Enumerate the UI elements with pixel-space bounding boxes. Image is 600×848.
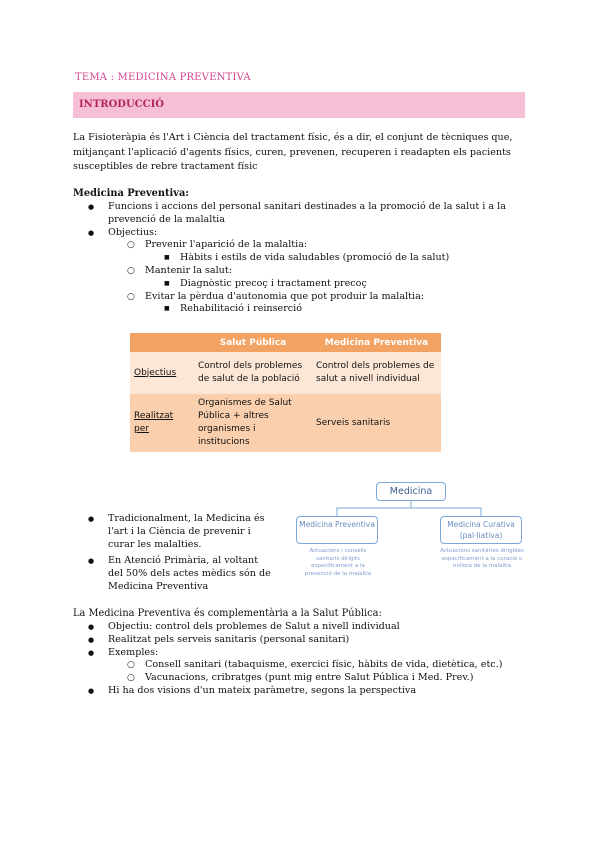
table-cell: Organismes de Salut Pública + altres organismes i institucions: [194, 394, 312, 452]
complement-list: [73, 621, 528, 698]
list-item: ● Objectius:: [73, 227, 528, 240]
table-row-label: Objectius: [130, 352, 194, 394]
list-item: ○ Consell sanitari (tabaquisme, exercici físic, hàbits de vida, dietètica, etc.): [73, 659, 528, 672]
diagram-root-node: Medicina: [376, 482, 446, 501]
diagram-node-curativa: Medicina Curativa (pal·liativa): [440, 516, 522, 544]
list-item: ● Funcions i accions del personal sanitari destinades a la promoció de la salut i a la prevenció de la malaltia: [73, 201, 528, 227]
diagram-node-preventiva: Medicina Preventiva: [296, 516, 378, 544]
list-item: ■ Rehabilitació i reinserció: [73, 303, 528, 316]
list-item: ● En Atenció Primària, al voltant del 50% dels actes mèdics són de Medicina Preventiva: [73, 555, 273, 593]
list-item: ● Exemples:: [73, 647, 528, 660]
complement-heading: La Medicina Preventiva és complementària a la Salut Pública:: [73, 608, 382, 619]
table-header-row: [130, 333, 441, 352]
diagram-note-preventiva: Actuacions i consells sanitaris dirigits específicament a la prevenció de la malaltia: [304, 548, 372, 577]
medicina-preventiva-list: [73, 201, 528, 316]
section-heading: INTRODUCCIÓ: [79, 99, 164, 110]
list-item: ● Realitzat pels serveis sanitaris (personal sanitari): [73, 634, 528, 647]
diagram-note-curativa: Actuacions sanitàries dirigides específicament a la curació o millora de la malaltia: [440, 548, 524, 569]
table-row: [130, 394, 441, 452]
table-header-cell: Medicina Preventiva: [312, 333, 441, 352]
list-item: ○ Vacunacions, cribratges (punt mig entre Salut Pública i Med. Prev.): [73, 672, 528, 685]
list-item: ○ Mantenir la salut:: [73, 265, 528, 278]
table-header-cell: Salut Pública: [194, 333, 312, 352]
connector-left: [337, 501, 411, 516]
list-item: ● Tradicionalment, la Medicina és l'art i la Ciència de prevenir i curar les malalties.: [73, 513, 273, 551]
connector-right: [411, 508, 481, 516]
list-item: ○ Prevenir l'aparició de la malaltia:: [73, 239, 528, 252]
table-cell: Control dels problemes de salut a nivell individual: [312, 352, 441, 394]
table-cell: Control dels problemes de salut de la població: [194, 352, 312, 394]
intro-paragraph: La Fisioteràpia és l'Art i Ciència del tractament físic, és a dir, el conjunt de tècniques que, mitjançant l'aplicació d'agents físics, curen, prevenen, recuperen i readapten els pacients susceptibles de rebre tractament físic: [73, 132, 513, 172]
medicina-diagram: [290, 478, 530, 588]
comparison-table: [130, 333, 441, 452]
list-item: ● Objectiu: control dels problemes de Salut a nivell individual: [73, 621, 528, 634]
list-item: ■ Diagnòstic precoç i tractament precoç: [73, 278, 528, 291]
list-item: ● Hi ha dos visions d'un mateix paràmetre, segons la perspectiva: [73, 685, 528, 698]
list-item: ■ Hàbits i estils de vida saludables (promoció de la salut): [73, 252, 528, 265]
table-row: [130, 352, 441, 394]
table-header-cell: [130, 333, 194, 352]
medicina-preventiva-heading: Medicina Preventiva:: [73, 188, 189, 199]
side-bullet-list: [73, 513, 273, 594]
section-heading-bar: [73, 92, 525, 118]
table-cell: Serveis sanitaris: [312, 394, 441, 452]
document-topic-title: TEMA : MEDICINA PREVENTIVA: [75, 72, 251, 83]
table-row-label: Realitzat per: [130, 394, 194, 452]
list-item: ○ Evitar la pèrdua d'autonomia que pot produir la malaltia:: [73, 291, 528, 304]
